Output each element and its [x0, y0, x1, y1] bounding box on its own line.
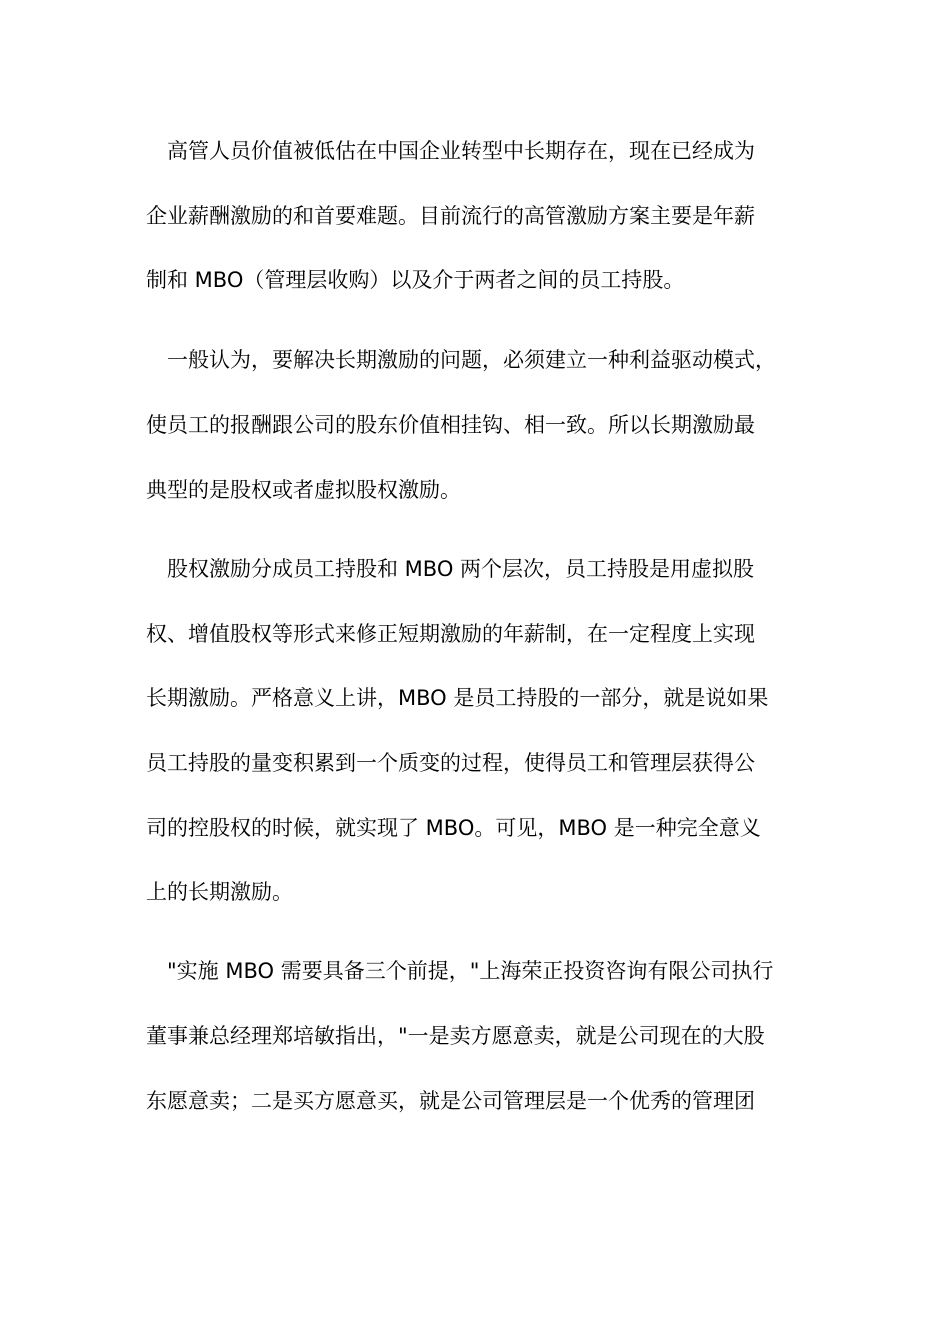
paragraph-2-line-2: 使员工的报酬跟公司的股东价值相挂钩、相一致。所以长期激励最 [146, 413, 755, 437]
paragraph-3-line-5: 司的控股权的时候，就实现了 MBO。可见，MBO 是一种完全意义 [146, 816, 761, 840]
paragraph-3-line-1: 股权激励分成员工持股和 MBO 两个层次，员工持股是用虚拟股 [146, 557, 755, 581]
paragraph-2-line-1: 一般认为，要解决长期激励的问题，必须建立一种利益驱动模式， [146, 348, 776, 372]
paragraph-3-line-2: 权、增值股权等形式来修正短期激励的年薪制，在一定程度上实现 [146, 622, 755, 646]
paragraph-3-line-4: 员工持股的量变积累到一个质变的过程，使得员工和管理层获得公 [146, 751, 755, 775]
paragraph-1-line-3: 制和 MBO（管理层收购）以及介于两者之间的员工持股。 [146, 268, 685, 292]
paragraph-3-line-3: 长期激励。严格意义上讲，MBO 是员工持股的一部分，就是说如果 [146, 686, 769, 710]
paragraph-3-line-6: 上的长期激励。 [146, 880, 293, 904]
paragraph-2-line-3: 典型的是股权或者虚拟股权激励。 [146, 478, 461, 502]
paragraph-4-line-3: 东愿意卖；二是买方愿意买，就是公司管理层是一个优秀的管理团 [146, 1089, 755, 1113]
paragraph-1-line-1: 高管人员价值被低估在中国企业转型中长期存在，现在已经成为 [146, 139, 755, 163]
paragraph-4-line-2: 董事兼总经理郑培敏指出，"一是卖方愿意卖，就是公司现在的大股 [146, 1024, 765, 1048]
paragraph-4-line-1: "实施 MBO 需要具备三个前提，"上海荣正投资咨询有限公司执行 [146, 959, 774, 983]
paragraph-1-line-2: 企业薪酬激励的和首要难题。目前流行的高管激励方案主要是年薪 [146, 204, 755, 228]
